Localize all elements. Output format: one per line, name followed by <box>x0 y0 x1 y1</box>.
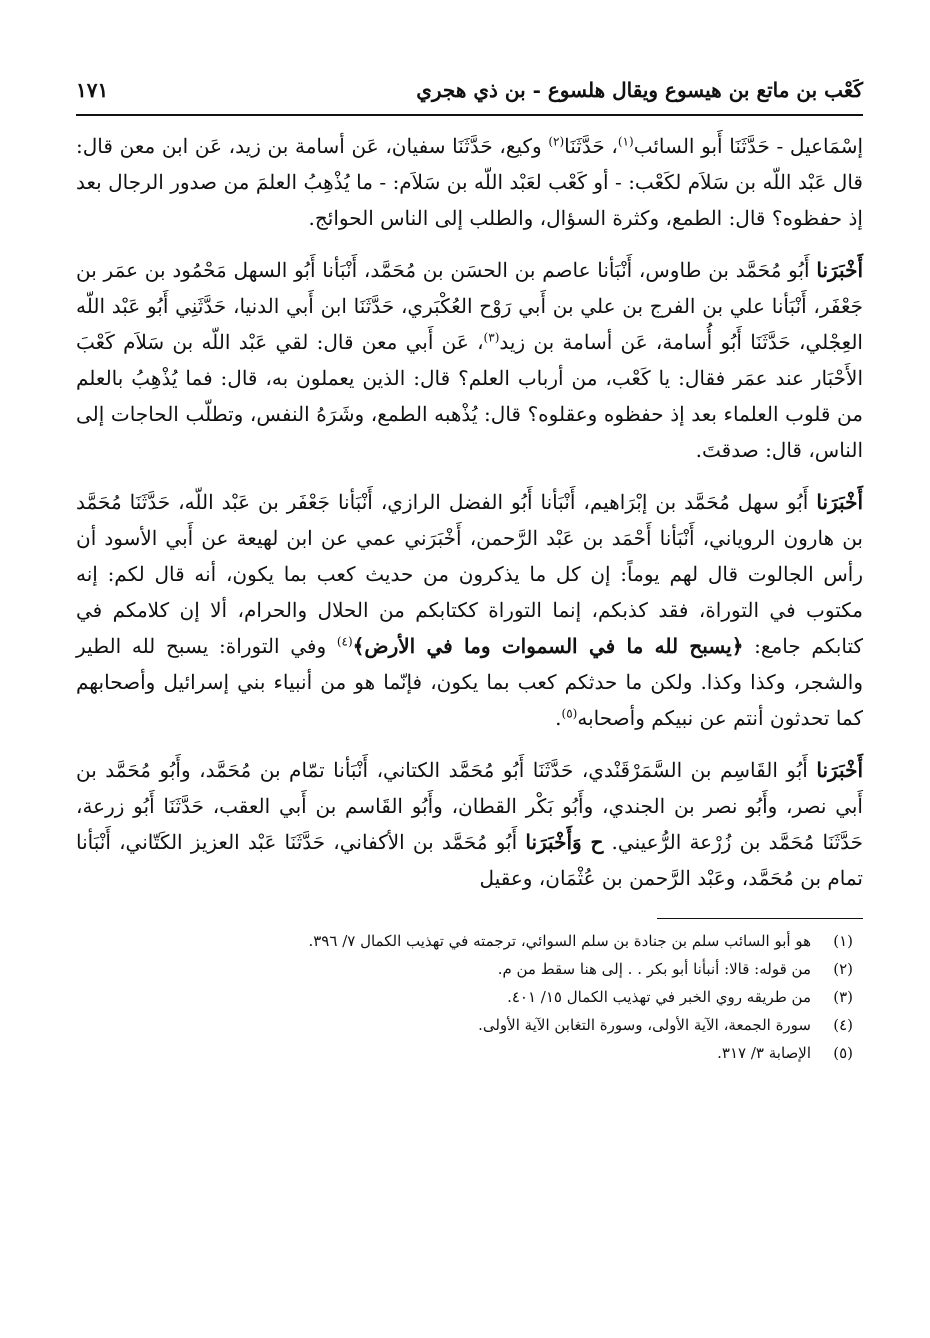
footnote-number: (٢) <box>833 960 853 978</box>
footnote-text: هو أبو السائب سلم بن جنادة بن سلم السوائي، ترجمته في تهذيب الكمال ٧/ ٣٩٦. <box>308 932 811 950</box>
running-header <box>76 78 863 112</box>
paragraph-lead: أَخْبَرَنا <box>816 258 863 282</box>
footnote <box>76 1011 863 1039</box>
paragraph <box>76 252 863 468</box>
paragraph <box>76 752 863 896</box>
paragraph-text: أَبُو سهل مُحَمَّد بن إبْرَاهيم، أَنْبَأنا أَبُو الفضل الرازي، أَنْبَأنا جَعْفَر بن عَبْد اللّه، حَدَّثَنَا مُحَمَّد بن هارون الروياني، أَنْبَأنا أَحْمَد بن عَبْد الرَّحمن، أَخْبَرَني عمي عن ابن لهيعة عن أَبي الأسود أن رأس الجالوت قال لهم يوماً: إن كل ما يذكرون من حديث كعب بما يكون، أنه قال لكم: إنه مكتوب في التوراة، فقد كذبكم، إنما التوراة ككتابكم من الحلال والحرام، ألا إن كلامكم في كتابكم جامع: <box>76 490 864 658</box>
footnotes <box>76 927 863 1067</box>
paragraph-text: أَبُو مُحَمَّد بن طاوس، أَنْبَأنا عاصم بن الحسَن بن مُحَمَّد، أَنْبَأنا أَبُو السهل مَحْمُود بن عمَر بن جَعْفَر، أَنْبَأنا علي بن الفرج بن علي بن أَبي رَوْح العُكْبَري، حَدَّثَنَا ابن أَبي الدنيا، حَدَّثَنِي أَبُو عَبْد اللّه العِجْلي، حَدَّثَنَا أَبُو أُسامة، عَن أسامة بن زيد <box>76 258 863 354</box>
footnote-number: (٤) <box>833 1016 853 1034</box>
footnote-number: (٥) <box>833 1044 853 1062</box>
footnote-ref: (٢) <box>548 134 565 149</box>
paragraph-lead: أَخْبَرَنا <box>816 490 863 514</box>
footnote <box>76 955 863 983</box>
footnote-number: (١) <box>833 932 853 950</box>
footnote-text: سورة الجمعة، الآية الأولى، وسورة التغابن الآية الأولى. <box>478 1016 811 1034</box>
page-number: ١٧١ <box>76 78 109 102</box>
main-text <box>76 128 863 896</box>
footnote-text: من قوله: قالا: أنبأنا أبو بكر . . إلى هنا سقط من م. <box>497 960 811 978</box>
footnote-separator <box>657 918 863 919</box>
paragraph-text: وفي التوراة: يسبح لله الطير والشجر، وكذا وكذا. ولكن ما حدثكم كعب بما يكون، فإنّما هو من أنبياء بني إسرائيل وأصحابهم كما تحدثون أنتم عن نبيكم وأصحابه <box>76 634 863 730</box>
footnote <box>76 927 863 955</box>
chapter-title: كَعْب بن ماتع بن هيسوع ويقال هلسوع - بن ذي هجري <box>416 78 863 102</box>
footnote-ref: (٥) <box>561 706 578 721</box>
paragraph-lead: أَخْبَرَنا <box>816 758 863 782</box>
paragraph-text: . <box>555 706 562 730</box>
footnote-ref: (٤) <box>336 634 353 649</box>
paragraph <box>76 128 863 236</box>
emphasis-text: ح وَأَخْبَرَنا <box>525 830 604 854</box>
footnote-text: الإصابة ٣/ ٣١٧. <box>717 1044 811 1062</box>
footnote-ref: (٣) <box>483 330 500 345</box>
footnote <box>76 1039 863 1067</box>
paragraph-text: ، عَن أَبي معن قال: لقي عَبْد اللّه بن سَلاَم كَعْبَ الأَحْبَار عند عمَر فقال: يا كَعْب، من أرباب العلم؟ قال: الذين يعملون به، قال: فما يُذْهِبُ بالعلم من قلوب العلماء بعد إذ حفظوه وعقلوه؟ قال: يُذْهبه الطمع، وشَرَهُ النفس، وتطلّب الحاجات إلى الناس، قال: صدقتَ. <box>76 330 863 462</box>
footnote <box>76 983 863 1011</box>
paragraph-text: أَبُو مُحَمَّد بن الأكفاني، حَدَّثَنَا عَبْد العزيز الكَتّاني، أَنْبَأنا تمام بن مُحَمَّد، وعَبْد الرَّحمن بن عُثْمَان، وعقيل <box>76 830 863 890</box>
footnote-ref: (١) <box>617 134 634 149</box>
paragraph <box>76 484 863 736</box>
paragraph-text: إسْمَاعيل - حَدَّثَنَا أَبو السائب <box>633 134 864 158</box>
header-rule <box>76 114 863 116</box>
footnote-number: (٣) <box>833 988 853 1006</box>
footnote-text: من طريقه روي الخبر في تهذيب الكمال ١٥/ ٤٠١. <box>507 988 811 1006</box>
paragraph-text: أَبُو القَاسِم بن السَّمَرْقَنْدي، حَدَّثَنَا أَبُو مُحَمَّد الكتاني، أَنْبَأنا تمّام بن مُحَمَّد، وأَبُو مُحَمَّد بن أَبي نصر، وأَبُو نصر بن الجندي، وأَبُو بَكْر القطان، وأَبُو القَاسم بن أَبي العقب، حَدَّثَنَا أَبُو زرعة، حَدَّثَنَا مُحَمَّد بن زُرْعة الرُّعيني. <box>76 758 864 854</box>
book-page <box>76 78 863 1067</box>
emphasis-text: ﴿يسبح لله ما في السموات وما في الأرض﴾ <box>352 634 744 658</box>
paragraph-text: وكيع، حَدَّثَنَا سفيان، عَن أسامة بن زيد، عَن ابن معن قال: قال عَبْد اللّه بن سَلاَم لكَعْب: - أو كَعْب لعَبْد اللّه بن سَلاَم: - ما يُذْهِبُ العلمَ من صدور الرجال بعد إذ حفظوه؟ قال: الطمع، وكثرة السؤال، والطلب إلى الناس الحوائج. <box>76 134 863 230</box>
paragraph-text: ، حَدَّثَنَا <box>564 134 618 158</box>
